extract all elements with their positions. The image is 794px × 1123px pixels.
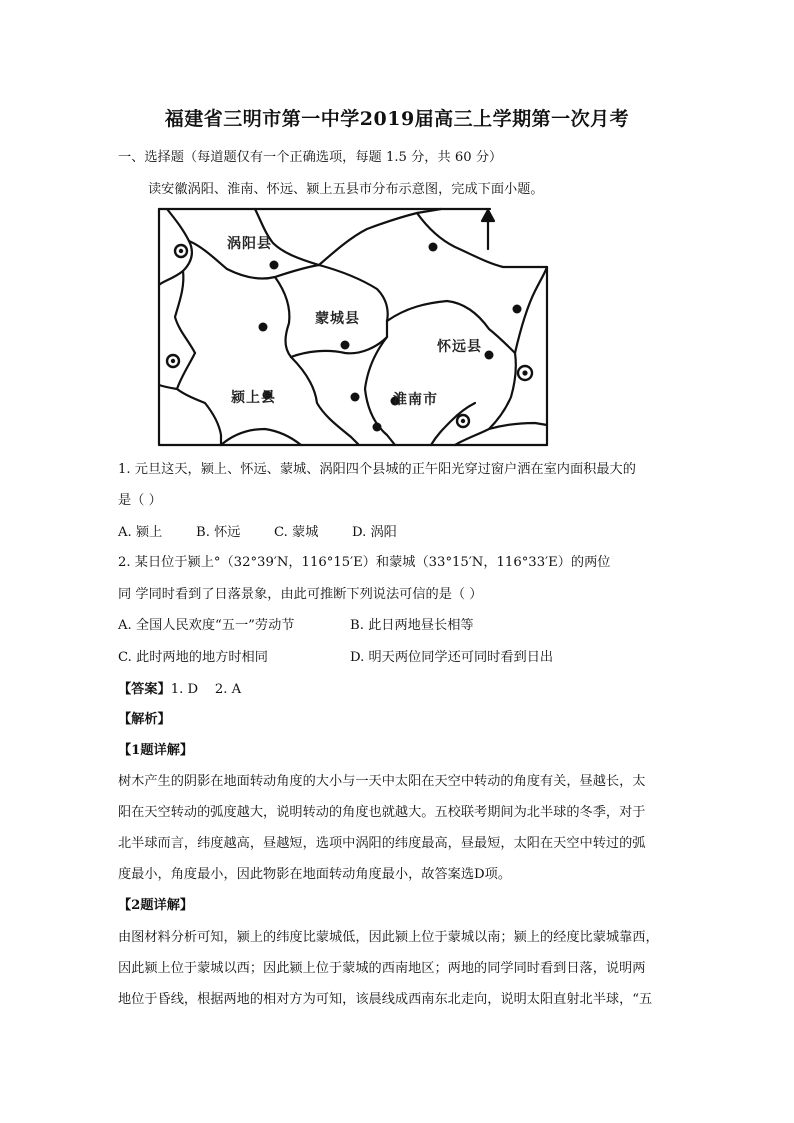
huaiyuan-seat-dot [485,351,494,360]
q1-option-d: D. 涡阳 [352,525,397,540]
q1-option-a: A. 颍上 [118,525,163,540]
q2-option-c: C. 此时两地的地方时相同 [118,650,268,665]
q1-stem-line1: 1. 元旦这天，颍上、怀远、蒙城、涡阳四个县城的正午阳光穿过窗户洒在室内面积最大的 [118,462,636,477]
question-intro: 读安徽涡阳、淮南、怀远、颍上五县市分布示意图，完成下面小题。 [148,182,544,197]
central-south-dot [351,393,360,402]
detail1-line: 阳在天空转动的弧度越大，说明转动的角度也就越大。五校联考期间为北半球的冬季，对于 [118,805,646,820]
detail1-label: 【1题详解】 [118,743,194,758]
detail1-line: 度最小，角度最小，因此物影在地面转动角度最小，故答案选D项。 [118,867,512,882]
answer-text: 1. D 2. A [170,682,242,697]
detail2-line: 因此颍上位于蒙城以西；因此颍上位于蒙城的西南地区；两地的同学同时看到日落，说明两 [118,961,646,976]
map-label-huaiyuan: 怀远县 [437,339,482,355]
detail2-line: 由图材料分析可知，颍上的纬度比蒙城低，因此颍上位于蒙城以南；颍上的经度比蒙城靠西， [118,930,659,945]
q1-option-b: B. 怀远 [196,525,241,540]
q2-option-a: A. 全国人民欢度“五一”劳动节 [118,618,295,633]
mengcheng-west-dot [259,323,268,332]
detail2-line: 地位于昏线，根据两地的相对方为可知，该晨线成西南东北走向，说明太阳直射北半球，“五 [118,992,653,1007]
map-label-mengcheng: 蒙城县 [315,311,360,327]
q1-stem-line2: 是（ ） [118,493,162,508]
map-label-yingshang: 颍上县 [231,390,276,406]
q1-option-c: C. 蒙城 [274,525,319,540]
detail1-line: 北半球而言，纬度越高，昼越短，选项中涡阳的纬度最高，昼最短，太阳在天空中转过的弧 [118,836,646,851]
answer-label: 【答案】 [118,682,171,697]
south-dot [373,423,382,432]
q2-stem-line1: 2. 某日位于颍上°（32°39′N，116°15′E）和蒙城（33°15′N，116°33′E）的两位 [118,555,611,570]
analysis-label: 【解析】 [118,712,171,727]
map-label-guoyang: 涡阳县 [227,236,272,252]
q2-option-d: D. 明天两位同学还可同时看到日出 [350,650,554,665]
guoyang-seat-dot [270,261,279,270]
document-title: 福建省三明市第一中学2019届高三上学期第一次月考 [164,108,630,130]
north-east-dot [429,243,438,252]
detail2-label: 【2题详解】 [118,898,194,913]
mengcheng-seat-dot [341,341,350,350]
east-dot [513,305,522,314]
answer-line [118,678,678,697]
section-heading: 一、选择题（每道题仅有一个正确选项，每题 1.5 分，共 60 分） [118,150,503,165]
map-label-huainan: 淮南市 [393,392,438,408]
q2-stem-line2: 同 学同时看到了日落景象，由此可推断下列说法可信的是（ ） [118,587,483,602]
detail1-line: 树木产生的阴影在地面转动角度的大小与一天中太阳在天空中转动的角度有关，昼越长，太 [118,774,646,789]
county-map [155,207,551,447]
q2-option-b: B. 此日两地昼长相等 [350,618,474,633]
